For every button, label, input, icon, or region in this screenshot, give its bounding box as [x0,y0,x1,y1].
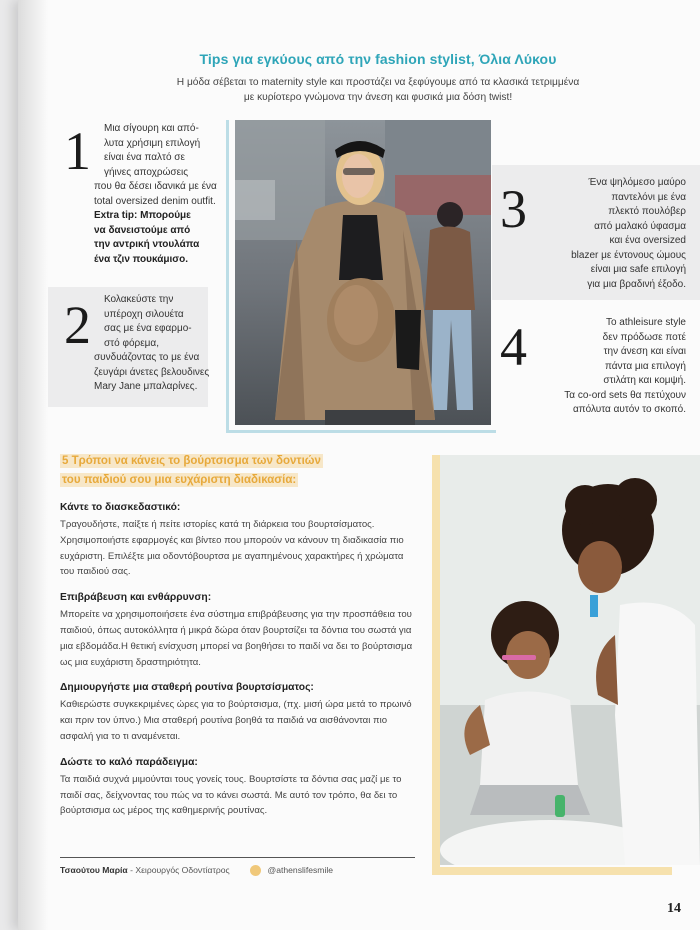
tip-1-line: total oversized denim outfit. [94,195,216,207]
tip-3-line: για μια βραδινή έξοδο. [587,278,686,290]
tip-1-line: είναι ένα παλτό σε [104,152,185,163]
tip-4-text [526,316,686,418]
tip-3-line: είναι μια safe επιλογή [590,264,686,275]
toothbrushing-photo [440,455,700,865]
tip-3-line: από μαλακό ύφασμα [594,220,686,232]
photo-frame-left [226,120,229,433]
tip-heading: Δώστε το καλό παράδειγμα: [60,756,198,768]
author-name: Τσαούτου Μαρία [60,865,128,875]
article-title: Tips για εγκύους από την fashion stylist, Όλια Λύκου [199,51,557,67]
tip-3-line: παντελόνι με ένα [611,191,686,203]
page-number: 14 [667,901,681,916]
photo-frame-bottom [432,867,672,875]
tip-1-extra-line: ένα τζιν πουκάμισο. [94,253,188,265]
social-handle: @athenslifesmile [267,865,334,875]
section-title [60,452,415,490]
tip-4-line: δεν πρόδωσε ποτέ [602,331,686,343]
maternity-fashion-photo [235,120,491,425]
tip-1-extra-line: Extra tip: Μπορούμε [94,210,191,221]
article-footer [60,857,415,876]
photo-frame-left [432,455,440,875]
tip-2-line: συνδυάζοντας το με ένα [94,352,200,363]
tip-body: Καθιερώστε συγκεκριμένες ώρες για το βούρτσισμα, (πχ. μισή ώρα μετά το πρωινό και πριν τον ύπνο.) Μια σταθερή ρουτίνα βοηθά τα παιδιά να αισθάνονται πιο ασφαλή για το τι αναμένεται. [60,699,412,742]
tip-4-line: Το athleisure style [605,317,686,328]
section-title-line-1: 5 Τρόποι να κάνεις το βούρτσισμα των δοντιών [62,455,321,467]
tip-3-line: Ένα ψηλόμεσο μαύρο [588,177,686,188]
tip-1-line: Μια σίγουρη και από- [104,123,199,134]
tip-2-line: Mary Jane μπαλαρίνες. [94,381,198,392]
tip-body: Τραγουδήστε, παίξτε ή πείτε ιστορίες κατά τη διάρκεια του βουρτσίσματος. Χρησιμοποιήστε εφαρμογές και βίντεο που μπορούν να κάνουν τη διαδικασία πιο ευχάριστη. Επιλέξτε μια οδοντόβουρτσα με αγαπημένους χαρακτήρες ή χρώματα του παιδιού σας. [60,519,404,578]
tip-body: Τα παιδιά συχνά μιμούνται τους γονείς τους. Βουρτσίστε τα δόντια σας μαζί με το παιδί σας, δείχνοντας του πώς να το κάνει σωστά. Με αυτό τον τρόπο, θα δει το βούρτσισμα ως μέρος της καθημερινής ρουτίνας. [60,773,402,817]
photo-frame-bottom [226,430,496,433]
tip-4-number: 4 [500,317,527,377]
tip-1-line: που θα δέσει ιδανικά με ένα [94,181,217,192]
tip-2-line: ζευγάρι άνετες βελουδινες [94,366,210,378]
tip-1-line: γήινες αποχρώσεις [104,166,189,178]
tip-block [60,502,415,580]
tip-4-line: πάντα μια επιλογή [604,360,686,372]
tip-4-line: απόλυτα αυτόν το σκοπό. [572,404,686,415]
tip-1-line: λυτα χρήσιμη επιλογή [104,137,201,149]
tip-3-line: blazer με έντονους ώμους [571,249,686,261]
tip-4-line: την άνεση και είναι [603,346,686,357]
tip-2-text [94,293,210,395]
tip-4-line: στιλάτη και κομψή. [603,375,686,386]
tip-2-line: υπέροχη σιλουέτα [104,308,184,320]
tip-block [60,592,415,670]
tip-2-line: Κολακεύστε την [104,294,174,305]
tip-1-extra-line: την αντρική ντουλάπα [94,239,200,250]
tip-heading: Δημιουργήστε μια σταθερή ρουτίνα βουρτσίσματος: [60,682,314,694]
toothbrushing-section [60,452,415,819]
section-title-line-2: του παιδιού σου μια ευχάριστη διαδικασία: [62,474,297,486]
tip-3-line: πλεκτό πουλόβερ [608,206,686,217]
subtitle-line-1: Η μόδα σέβεται το maternity style και προστάζει να ξεφύγουμε από τα κλασικά τετριμμένα [176,77,580,88]
tip-3-number: 3 [500,179,527,239]
tip-block [60,757,415,819]
tip-3-text [526,176,686,292]
tip-4-line: Τα co-ord sets θα πετύχουν [564,389,686,401]
tip-2-line: στό φόρεμα, [104,337,159,349]
tip-block [60,682,415,744]
tip-2-number: 2 [64,295,91,355]
tip-body: Μπορείτε να χρησιμοποιήσετε ένα σύστημα επιβράβευσης για την προσπάθεια του παιδιού, όπως αυτοκόλλητα ή μικρά δώρα όταν βουρτσίζει τα δόντια του σωστά για μια εβδομάδα.Η θετική ενίσχυση μπορεί να βοηθήσει το παιδί να δει το βούρτσισμα ως μια ευχάριστη δραστηριότητα. [60,609,413,668]
tip-3-line: και ένα oversized [609,235,686,246]
tip-1-text [94,122,217,267]
tip-1-extra-line: να δανειστούμε από [94,224,191,236]
tip-heading: Κάντε το διασκεδαστικό: [60,502,181,513]
article-subtitle [78,75,678,105]
tip-1-number: 1 [64,121,91,181]
article-header [78,51,678,105]
tip-heading: Επιβράβευση και ενθάρρυνση: [60,592,212,604]
instagram-icon [250,865,261,876]
subtitle-line-2: με κυρίοτερο γνώμονα την άνεση και φυσικά μια δόση twist! [243,92,513,103]
page-spine-shadow [18,0,48,930]
magazine-page [18,0,700,930]
author-role: - Χειρουργός Οδοντίατρος [130,865,230,875]
tip-2-line: σας με ένα εφαρμο- [104,323,192,334]
